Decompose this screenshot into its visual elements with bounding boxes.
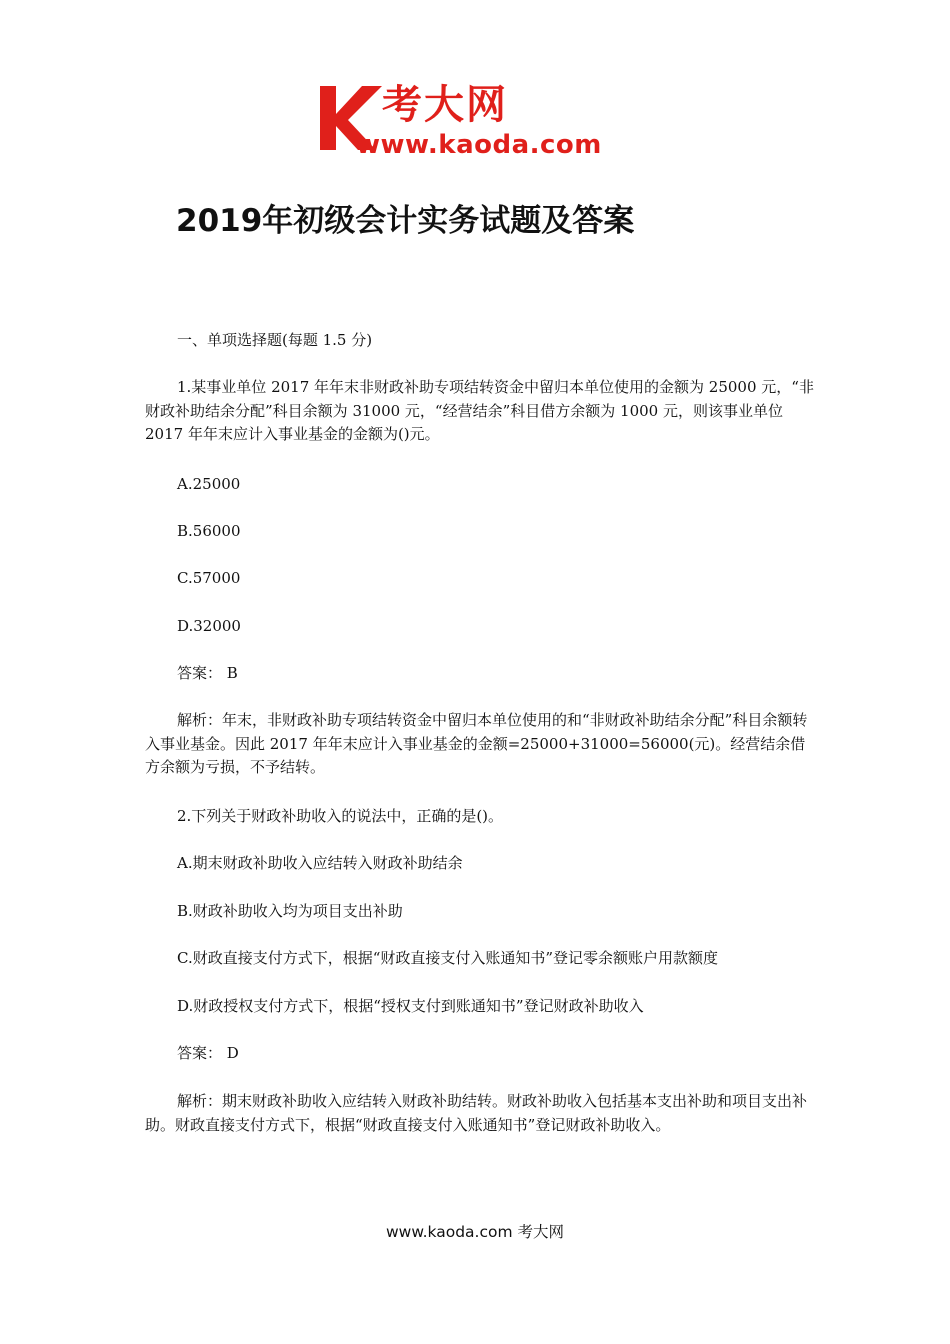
page-footer: www.kaoda.com 考大网	[385, 1223, 564, 1241]
question-2-option-b: B.财政补助收入均为项目支出补助	[177, 902, 403, 920]
question-2-stem: 2.下列关于财政补助收入的说法中，正确的是()。	[177, 807, 504, 825]
logo-brand-text: 考大网	[382, 82, 508, 128]
question-1-option-d: D.32000	[177, 617, 241, 635]
question-1-option-b: B.56000	[177, 522, 241, 540]
question-1-stem: 1.某事业单位 2017 年年末非财政补助专项结转资金中留归本单位使用的金额为 25000 元，“非财政补助结余分配”科目余额为 31000 元，“经营结余”科目借方余额为 1000 元，则该事业单位 2017 年年末应计入事业基金的金额为()元。	[145, 378, 814, 443]
question-2-option-d: D.财政授权支付方式下，根据“授权支付到账通知书”登记财政补助收入	[177, 997, 644, 1015]
question-1-option-a: A.25000	[177, 475, 241, 493]
question-2-option-a: A.期末财政补助收入应结转入财政补助结余	[177, 854, 463, 872]
question-2-option-c: C.财政直接支付方式下，根据“财政直接支付入账通知书”登记零余额账户用款额度	[177, 949, 719, 967]
section-heading: 一、单项选择题(每题 1.5 分)	[177, 331, 373, 349]
page-title: 2019年初级会计实务试题及答案	[176, 203, 635, 239]
logo-url-text: www.kaoda.com	[356, 130, 602, 160]
question-1-option-c: C.57000	[177, 569, 241, 587]
question-1-answer: 答案： B	[177, 664, 238, 682]
question-2-analysis: 解析：期末财政补助收入应结转入财政补助结转。财政补助收入包括基本支出补助和项目支出补助。财政直接支付方式下，根据“财政直接支付入账通知书”登记财政补助收入。	[145, 1092, 808, 1134]
question-2-answer: 答案： D	[177, 1044, 239, 1062]
question-1-analysis: 解析：年末，非财政补助专项结转资金中留归本单位使用的和“非财政补助结余分配”科目余额转入事业基金。因此 2017 年年末应计入事业基金的金额=25000+31000=56000(元)。经营结余借方余额为亏损，不予结转。	[145, 711, 808, 776]
kaoda-logo	[318, 84, 638, 160]
